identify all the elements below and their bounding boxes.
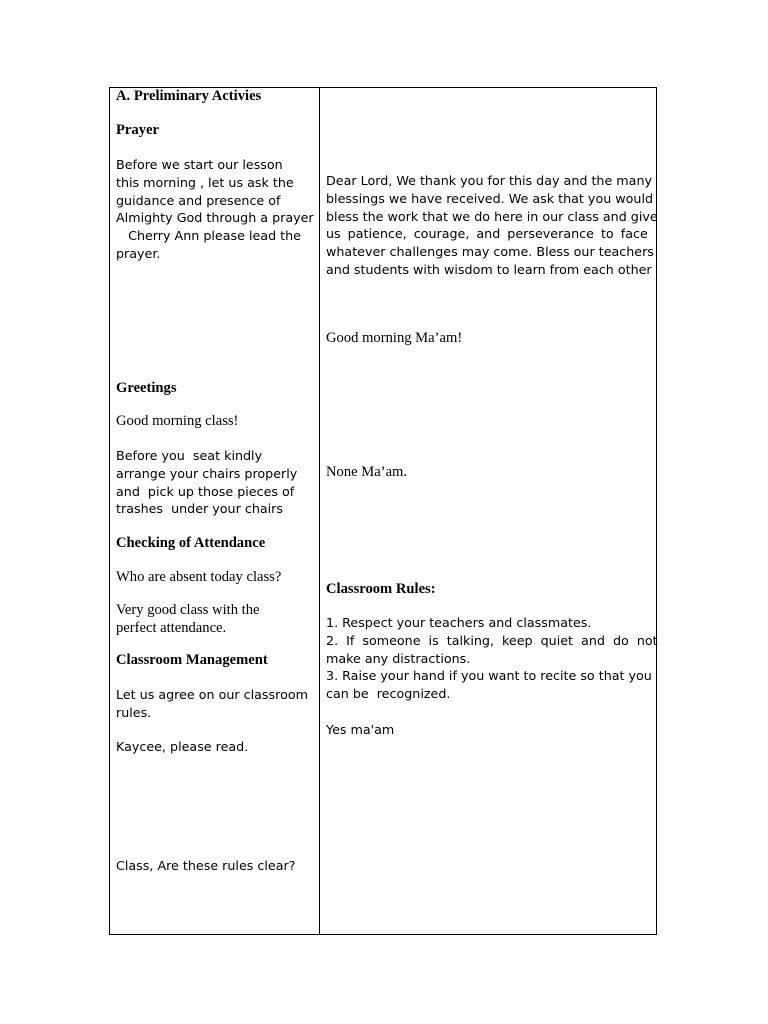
rule-item: 3. Raise your hand if you want to recite so that you (326, 668, 652, 684)
chairs-instruction (116, 447, 297, 518)
chairs-instruction-line: trashes under your chairs (116, 501, 283, 517)
chairs-instruction-line: arrange your chairs properly (116, 465, 298, 481)
prayer-response-line: blessings we have received. We ask that you would (326, 190, 654, 206)
rule-item: can be recognized. (326, 686, 451, 702)
rules-intro (116, 686, 308, 722)
prayer-response-line: whatever challenges may come. Bless our teachers (326, 244, 654, 260)
attendance-praise (116, 601, 259, 637)
rules-heading: Classroom Rules: (326, 581, 436, 597)
rules-intro-line: Let us agree on our classroom (116, 687, 308, 702)
read-request: Kaycee, please read. (116, 739, 249, 754)
chairs-instruction-line: and pick up those pieces of (116, 483, 295, 499)
prayer-instruction-line: guidance and presence of (116, 192, 281, 208)
rules-list (326, 614, 658, 703)
prayer-instruction-line: Before we start our lesson (116, 157, 283, 172)
column-divider (319, 88, 320, 934)
attendance-heading: Checking of Attendance (116, 535, 266, 551)
prayer-instruction (116, 156, 314, 263)
greeting-text: Good morning class! (116, 413, 239, 429)
section-title: A. Preliminary Activies (116, 88, 262, 104)
prayer-instruction-line: Cherry Ann please lead the (116, 228, 301, 244)
prayer-response (326, 172, 658, 279)
prayer-instruction-line: this morning , let us ask the (116, 174, 294, 190)
attendance-praise-line: Very good class with the (116, 602, 260, 618)
attendance-praise-line: perfect attendance. (116, 620, 227, 636)
management-heading: Classroom Management (116, 652, 268, 668)
rules-question: Class, Are these rules clear? (116, 858, 296, 873)
absent-response: None Ma’am. (326, 464, 408, 480)
rule-item: 2. If someone is talking, keep quiet and do not (326, 632, 658, 648)
rules-response: Yes ma'am (326, 722, 395, 737)
prayer-response-line: bless the work that we do here in our class and give (326, 208, 658, 224)
rules-intro-line: rules. (116, 704, 152, 720)
prayer-response-line: and students with wisdom to learn from each other (326, 261, 652, 277)
prayer-response-line: us patience, courage, and perseverance to face (326, 226, 648, 242)
prayer-heading: Prayer (116, 122, 159, 138)
greeting-response: Good morning Ma’am! (326, 330, 463, 346)
rule-item: 1. Respect your teachers and classmates. (326, 615, 592, 630)
greetings-heading: Greetings (116, 380, 177, 396)
chairs-instruction-line: Before you seat kindly (116, 448, 263, 463)
prayer-instruction-line: prayer. (116, 245, 161, 261)
rule-item: make any distractions. (326, 650, 471, 666)
prayer-response-line: Dear Lord, We thank you for this day and the many (326, 173, 652, 188)
prayer-instruction-line: Almighty God through a prayer (116, 210, 314, 226)
absent-question: Who are absent today class? (116, 569, 282, 585)
